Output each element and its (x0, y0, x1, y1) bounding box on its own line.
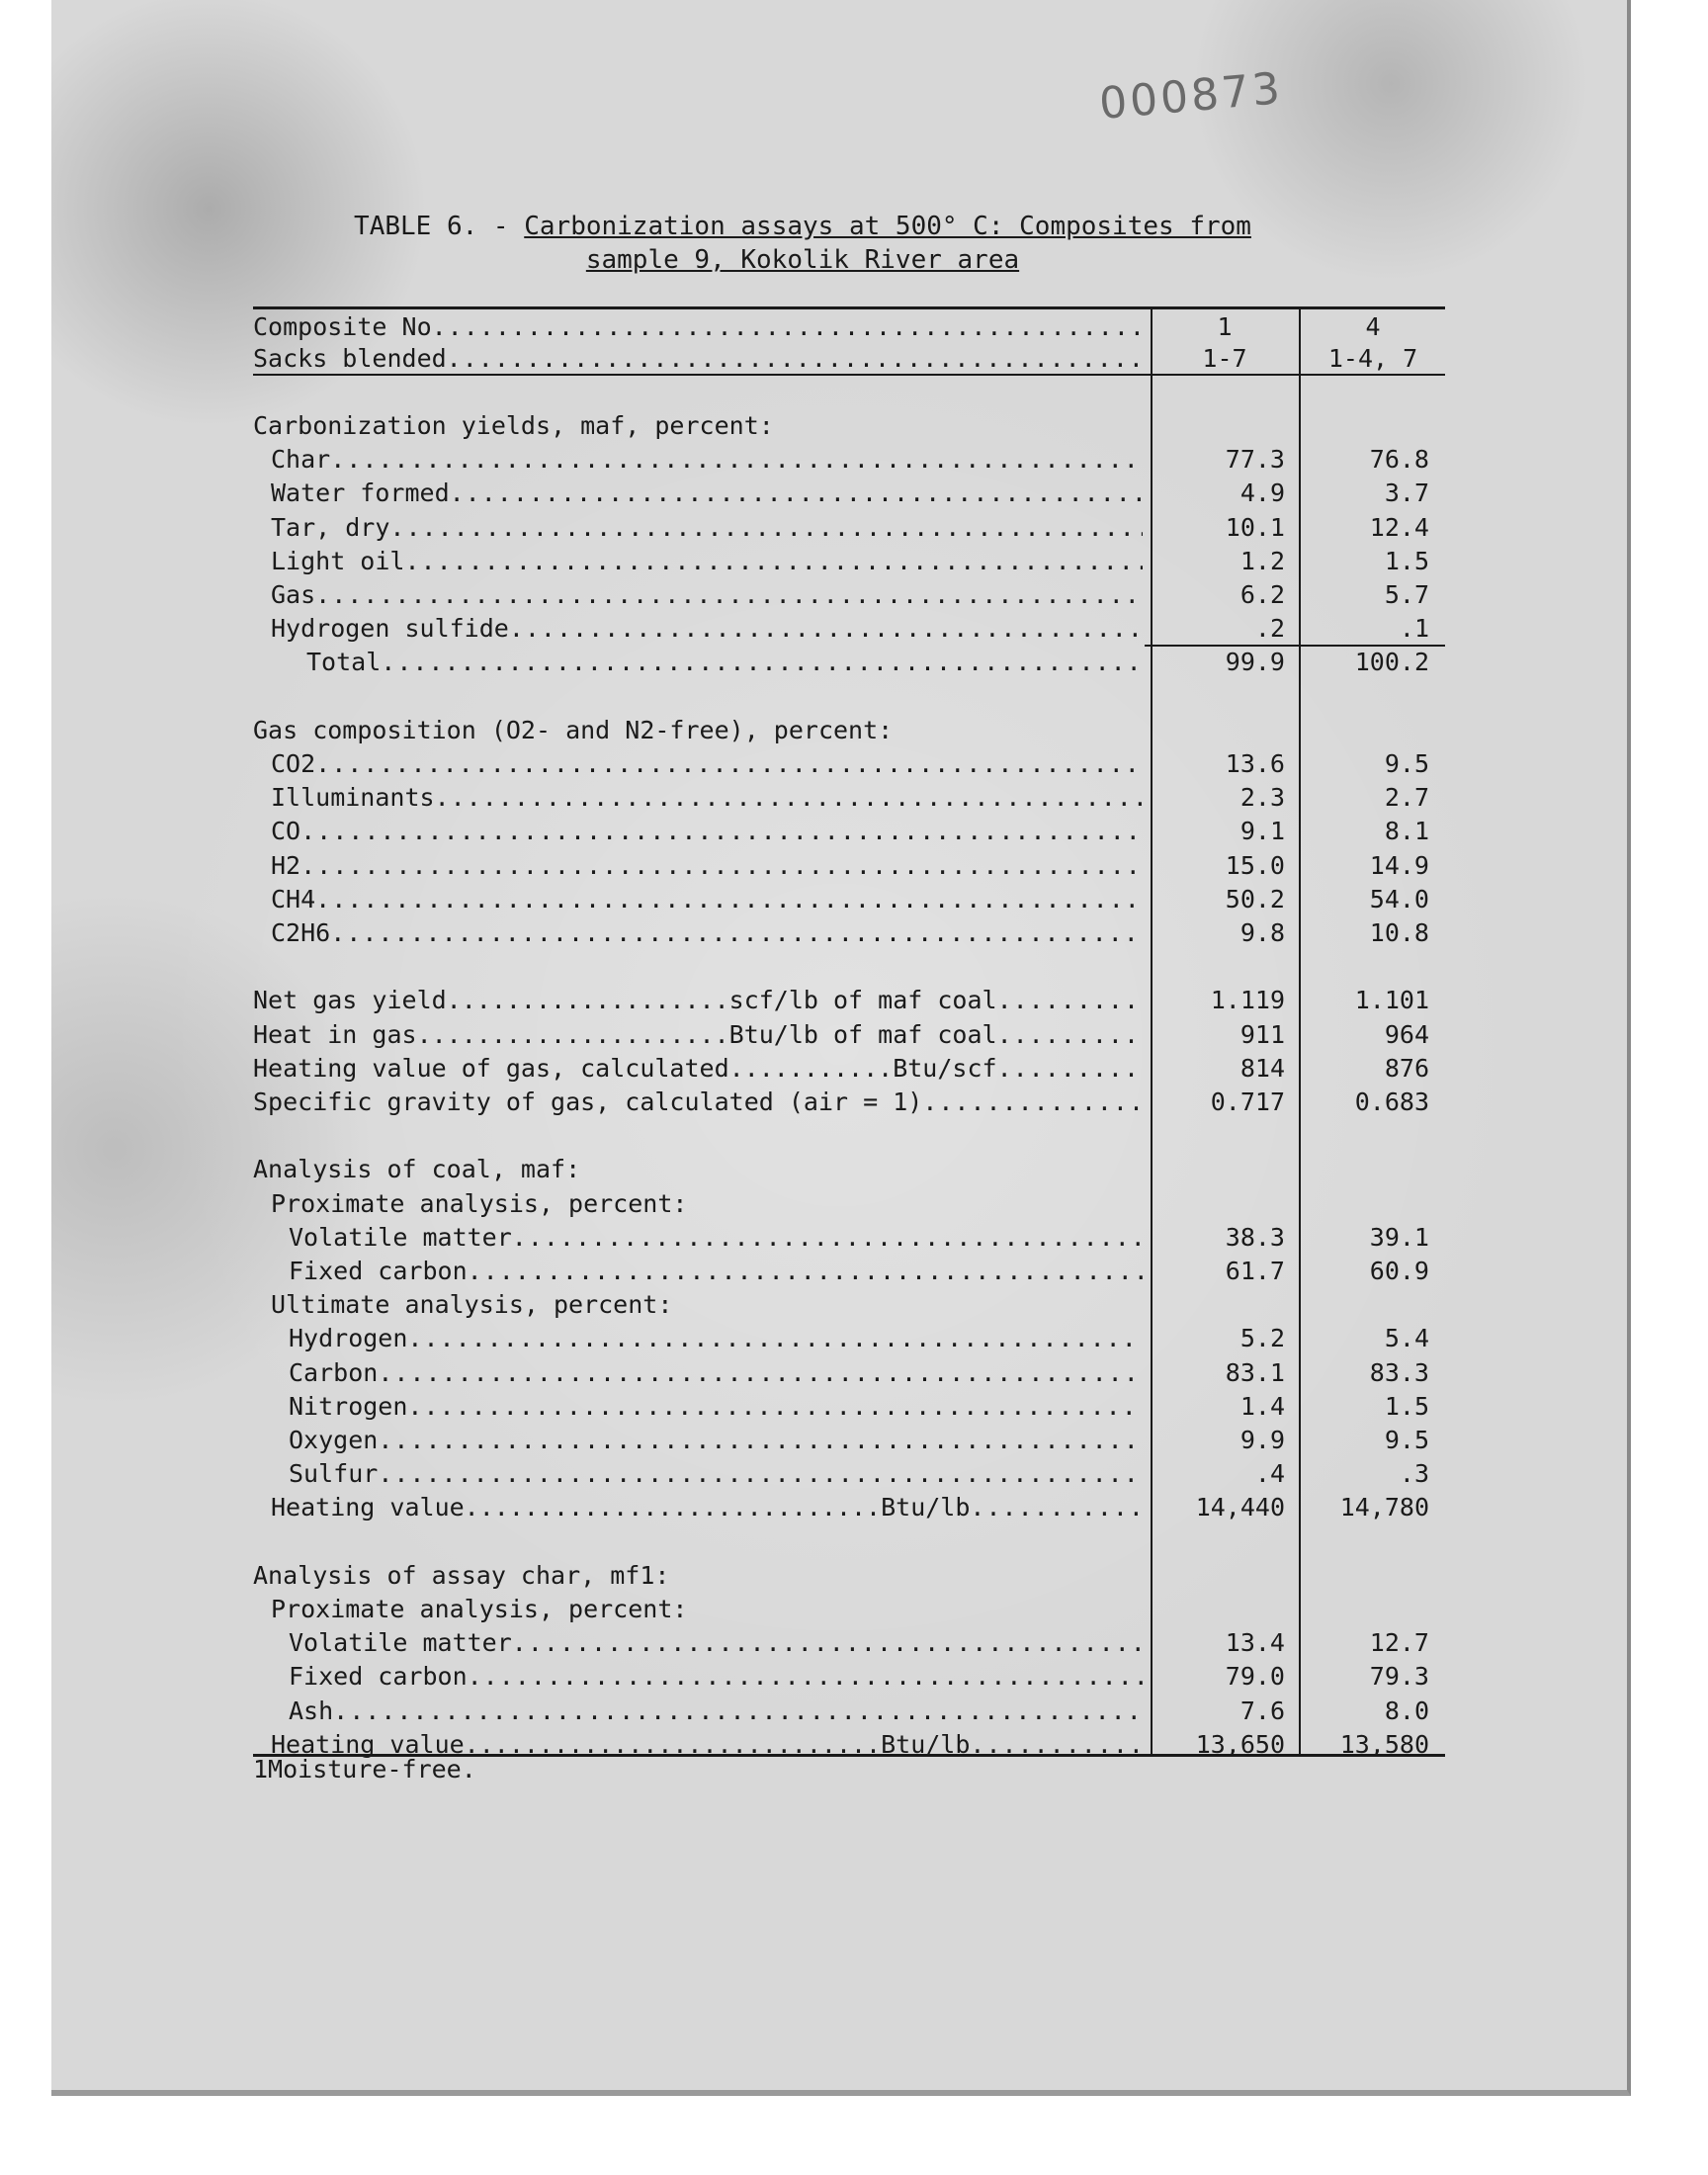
table-row (253, 477, 1445, 510)
row-value-composite-1: 38.3 (1225, 1222, 1285, 1252)
row-value-composite-1: 83.1 (1225, 1357, 1285, 1387)
row-label: Volatile matter ..... (253, 1221, 1143, 1255)
table-row (253, 511, 1445, 545)
header-label: Sacks blended ..... (253, 342, 1143, 376)
row-value-composite-4: 12.7 (1369, 1628, 1429, 1658)
row-label: Net gas yield...................scf/lb of maf coal ..... (253, 984, 1143, 1017)
row-label: Volatile matter ..... (253, 1626, 1143, 1660)
row-value-composite-4: .3 (1399, 1459, 1429, 1489)
table-row (253, 1660, 1445, 1694)
row-label: Heating value of gas, calculated...........Btu/scf ..... (253, 1052, 1143, 1086)
table-title-prefix: TABLE 6. - (354, 212, 525, 241)
row-label: Carbonization yields, maf, percent: (253, 411, 774, 440)
row-label: Proximate analysis, percent: (271, 1595, 688, 1623)
row-value-composite-4: 8.0 (1384, 1696, 1429, 1725)
table-row (253, 1255, 1445, 1288)
document-stamp-number: 000873 (1097, 62, 1285, 130)
row-label: Hydrogen sulfide ..... (253, 612, 1143, 646)
row-value-composite-1: 79.0 (1225, 1662, 1285, 1692)
table-row (253, 1457, 1445, 1491)
row-label: Gas composition (O2- and N2-free), percent: (253, 715, 894, 744)
row-value-composite-4: 76.8 (1369, 445, 1429, 475)
table-row (253, 815, 1445, 848)
header-col2: 1-4, 7 (1327, 344, 1418, 373)
row-label: Fixed carbon ..... (253, 1255, 1143, 1288)
row-value-composite-4: 0.683 (1354, 1088, 1429, 1116)
table-row (253, 1559, 1445, 1593)
row-value-composite-1: 50.2 (1225, 884, 1285, 914)
table-row (253, 545, 1445, 578)
row-label: Ash ..... (253, 1695, 1143, 1728)
row-value-composite-4: 1.5 (1384, 546, 1429, 575)
row-value-composite-4: 1.5 (1384, 1391, 1429, 1421)
row-label: Sulfur ..... (253, 1457, 1143, 1491)
row-value-composite-4: 12.4 (1369, 512, 1429, 542)
row-value-composite-1: 2.3 (1239, 783, 1285, 813)
row-label: Carbon ..... (253, 1356, 1143, 1390)
row-value-composite-1: 15.0 (1225, 850, 1285, 880)
row-value-composite-1: .4 (1254, 1459, 1285, 1489)
scanned-page (51, 0, 1631, 2096)
header-row-composite (253, 310, 1445, 344)
row-label: Tar, dry ..... (253, 511, 1143, 545)
row-value-composite-1: 13.6 (1225, 749, 1285, 778)
table-row (253, 1322, 1445, 1355)
table-row (253, 646, 1445, 679)
row-label: Analysis of assay char, mf1: (253, 1560, 670, 1590)
row-value-composite-4: 9.5 (1384, 749, 1429, 778)
row-value-composite-4: 14,780 (1339, 1493, 1429, 1522)
table-row (253, 1424, 1445, 1457)
table-title-line2-wrapper (219, 243, 1386, 277)
table-row (253, 1018, 1445, 1052)
table-row (253, 984, 1445, 1017)
table-row (253, 714, 1445, 747)
row-value-composite-1: 9.1 (1239, 817, 1285, 846)
data-table (253, 306, 1445, 1759)
row-label: CH4 ..... (253, 883, 1143, 916)
row-value-composite-4: 964 (1384, 1019, 1429, 1049)
table-row (253, 781, 1445, 815)
row-label: Nitrogen ..... (253, 1390, 1143, 1424)
row-value-composite-4: 100.2 (1354, 648, 1429, 677)
table-row (253, 916, 1445, 950)
row-label: C2H6 ..... (253, 916, 1143, 950)
table-title-line2: sample 9, Kokolik River area (585, 245, 1020, 275)
header-col2: 4 (1365, 312, 1381, 341)
footnote: 1Moisture-free. (253, 1755, 476, 1784)
header-col1: 1-7 (1202, 344, 1247, 373)
row-label: Water formed ..... (253, 477, 1143, 510)
table-row (253, 849, 1445, 883)
row-value-composite-4: 2.7 (1384, 783, 1429, 813)
row-label: Heating value............................Btu/lb ..... (253, 1491, 1143, 1524)
row-value-composite-1: 13.4 (1225, 1628, 1285, 1658)
row-label: CO2 ..... (253, 747, 1143, 781)
table-row (253, 1086, 1445, 1119)
row-value-composite-4: 14.9 (1369, 850, 1429, 880)
row-value-composite-4: 5.4 (1384, 1324, 1429, 1353)
row-value-composite-4: 13,580 (1339, 1729, 1429, 1759)
row-label: Oxygen ..... (253, 1424, 1143, 1457)
table-row (253, 1288, 1445, 1322)
row-value-composite-1: 1.4 (1239, 1391, 1285, 1421)
row-label: H2 ..... (253, 849, 1143, 883)
row-value-composite-1: 814 (1239, 1053, 1285, 1083)
table-row (253, 409, 1445, 443)
row-value-composite-4: 39.1 (1369, 1222, 1429, 1252)
header-col1: 1 (1217, 312, 1233, 341)
row-label: Total ..... (253, 646, 1143, 679)
table-row (253, 612, 1445, 646)
table-row (253, 1593, 1445, 1626)
row-value-composite-1: 911 (1239, 1019, 1285, 1049)
row-label: Heating value............................Btu/lb ..... (253, 1728, 1143, 1762)
row-value-composite-1: 1.2 (1239, 546, 1285, 575)
row-value-composite-4: 79.3 (1369, 1662, 1429, 1692)
table-row (253, 1626, 1445, 1660)
row-label: Analysis of coal, maf: (253, 1155, 581, 1184)
row-value-composite-4: 8.1 (1384, 817, 1429, 846)
table-row (253, 1695, 1445, 1728)
table-row (253, 747, 1445, 781)
row-value-composite-1: 6.2 (1239, 580, 1285, 609)
row-label: Illuminants ..... (253, 781, 1143, 815)
row-value-composite-1: 13,650 (1195, 1729, 1285, 1759)
row-label: Gas ..... (253, 578, 1143, 612)
row-label: Ultimate analysis, percent: (271, 1290, 673, 1320)
row-value-composite-1: 99.9 (1225, 648, 1285, 677)
table-row (253, 883, 1445, 916)
row-value-composite-4: .1 (1399, 614, 1429, 644)
row-value-composite-1: .2 (1254, 614, 1285, 644)
row-value-composite-1: 10.1 (1225, 512, 1285, 542)
header-row-sacks (253, 342, 1445, 376)
table-row (253, 578, 1445, 612)
table-row (253, 1221, 1445, 1255)
row-value-composite-4: 3.7 (1384, 478, 1429, 508)
row-value-composite-1: 1.119 (1210, 986, 1285, 1015)
row-value-composite-4: 5.7 (1384, 580, 1429, 609)
table-row (253, 1052, 1445, 1086)
row-value-composite-1: 0.717 (1210, 1088, 1285, 1116)
row-value-composite-4: 876 (1384, 1053, 1429, 1083)
row-value-composite-1: 4.9 (1239, 478, 1285, 508)
row-label: Fixed carbon ..... (253, 1660, 1143, 1694)
row-value-composite-1: 9.9 (1239, 1426, 1285, 1454)
table-top-rule (253, 306, 1445, 309)
table-row (253, 1356, 1445, 1390)
row-value-composite-4: 54.0 (1369, 884, 1429, 914)
row-label: Hydrogen ..... (253, 1322, 1143, 1355)
table-row (253, 1390, 1445, 1424)
header-label: Composite No ..... (253, 310, 1143, 344)
row-label: CO ..... (253, 815, 1143, 848)
row-value-composite-1: 61.7 (1225, 1257, 1285, 1285)
row-value-composite-1: 9.8 (1239, 918, 1285, 947)
row-label: Heat in gas.....................Btu/lb of maf coal ..... (253, 1018, 1143, 1052)
row-value-composite-1: 14,440 (1195, 1493, 1285, 1522)
row-value-composite-1: 5.2 (1239, 1324, 1285, 1353)
row-label: Proximate analysis, percent: (271, 1188, 688, 1218)
table-row (253, 443, 1445, 477)
row-label: Char ..... (253, 443, 1143, 477)
table-title-line1: Carbonization assays at 500° C: Composites from (524, 212, 1251, 241)
row-label: Specific gravity of gas, calculated (air = 1) ..... (253, 1086, 1143, 1119)
row-value-composite-4: 83.3 (1369, 1357, 1429, 1387)
row-value-composite-1: 7.6 (1239, 1696, 1285, 1725)
row-value-composite-4: 9.5 (1384, 1426, 1429, 1454)
row-label: Light oil ..... (253, 545, 1143, 578)
table-row (253, 1491, 1445, 1524)
table-row (253, 1153, 1445, 1186)
table-title (219, 210, 1386, 243)
row-value-composite-4: 10.8 (1369, 918, 1429, 947)
row-value-composite-4: 1.101 (1354, 986, 1429, 1015)
row-value-composite-1: 77.3 (1225, 445, 1285, 475)
row-value-composite-4: 60.9 (1369, 1257, 1429, 1285)
table-row (253, 1187, 1445, 1221)
